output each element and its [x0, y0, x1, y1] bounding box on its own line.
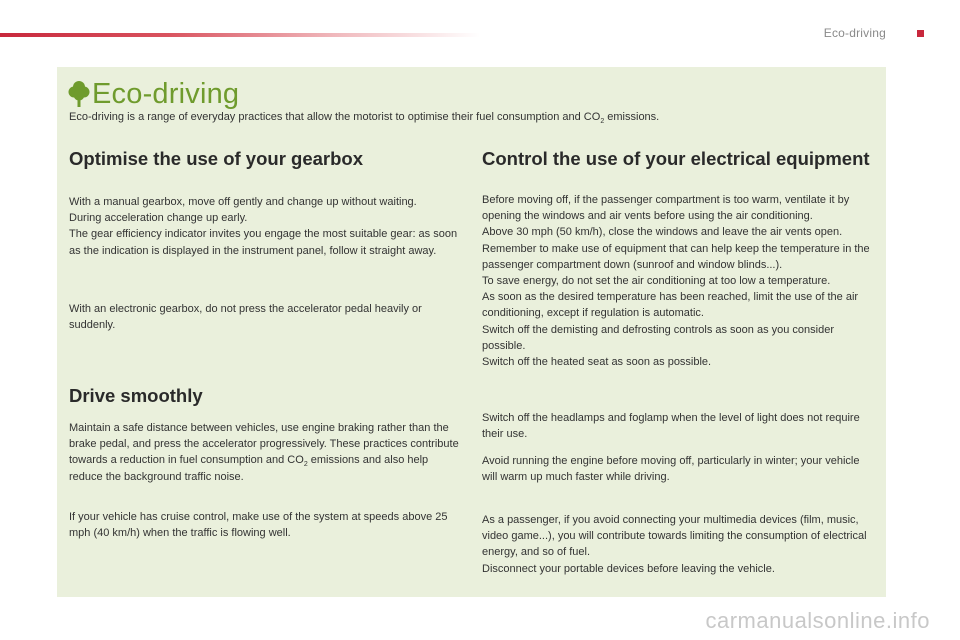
intro-text: Eco-driving is a range of everyday practices that allow the motorist to optimise their fuel consumption and $CO_2$ emissions. — [69, 111, 660, 126]
smooth-text-block-2 — [69, 509, 461, 541]
smooth-paragraph: If your vehicle has cruise control, make use of the system at speeds above 25 mph (40 km/h) when the traffic is flowing well. — [69, 511, 448, 540]
gearbox-heading: Optimise the use of your gearbox — [69, 148, 364, 169]
electrical-text-block-2 — [482, 410, 874, 442]
electrical-paragraph: Avoid running the engine before moving off, particularly in winter; your vehicle will warm up much faster while driving. — [482, 455, 860, 484]
watermark: carmanualsonline.info — [705, 608, 930, 633]
page-title-block — [68, 76, 239, 112]
gearbox-text-block-2 — [69, 301, 461, 333]
electrical-paragraph: To save energy, do not set the air conditioning at too low a temperature. — [482, 275, 831, 288]
tree-icon — [68, 80, 90, 108]
electrical-paragraph: Before moving off, if the passenger compartment is too warm, ventilate it by opening the windows and air vents before using the air conditioning. — [482, 194, 850, 223]
smooth-section — [69, 386, 461, 406]
smooth-text-block — [69, 420, 461, 485]
gearbox-paragraph: During acceleration change up early. — [69, 212, 248, 225]
gearbox-paragraph: The gear efficiency indicator invites you engage the most suitable gear: as soon as the indication is displayed in the instrument panel, follow it straight away. — [69, 228, 458, 257]
electrical-paragraph: Switch off the headlamps and foglamp when the level of light does not require their use. — [482, 412, 860, 441]
gearbox-paragraph: With a manual gearbox, move off gently and change up without waiting. — [69, 196, 417, 208]
section-marker — [917, 30, 924, 37]
smooth-heading: Drive smoothly — [69, 385, 203, 406]
electrical-text-block-3 — [482, 453, 874, 485]
smooth-paragraph: Maintain a safe distance between vehicles, use engine braking rather than the brake pedal, and press the accelerator progressively. These practices contribute towards a reduction in fuel consumption and $CO_2$ emissions and also help reduce the background traffic noise. — [69, 422, 459, 483]
electrical-paragraph: Remember to make use of equipment that can help keep the temperature in the passenger compartment down (sunroof and window blinds...). — [482, 242, 870, 271]
electrical-paragraph: Above 30 mph (50 km/h), close the windows and leave the air vents open. — [482, 226, 843, 239]
electrical-paragraph: As soon as the desired temperature has been reached, limit the use of the air conditioning, except if regulation is automatic. — [482, 291, 859, 320]
section-title: Eco-driving — [823, 26, 886, 40]
electrical-paragraph: Switch off the demisting and defrosting controls as soon as you consider possible. — [482, 323, 834, 352]
electrical-heading: Control the use of your electrical equipment — [482, 148, 870, 169]
gearbox-text-block — [69, 194, 461, 259]
electrical-text-block — [482, 192, 874, 370]
page-title: Eco-driving — [92, 77, 240, 110]
electrical-text-block-4 — [482, 512, 874, 577]
gearbox-paragraph: With an electronic gearbox, do not press the accelerator pedal heavily or suddenly. — [69, 303, 422, 332]
gearbox-section — [69, 149, 461, 169]
header-accent-bar — [0, 33, 480, 37]
electrical-paragraph: Switch off the heated seat as soon as possible. — [482, 356, 712, 369]
electrical-paragraph: As a passenger, if you avoid connecting your multimedia devices (film, music, video game...), you will contribute towards limiting the consumption of electrical energy, and so of fuel. — [482, 514, 867, 559]
electrical-section — [482, 149, 874, 169]
electrical-paragraph: Disconnect your portable devices before leaving the vehicle. — [482, 562, 775, 575]
